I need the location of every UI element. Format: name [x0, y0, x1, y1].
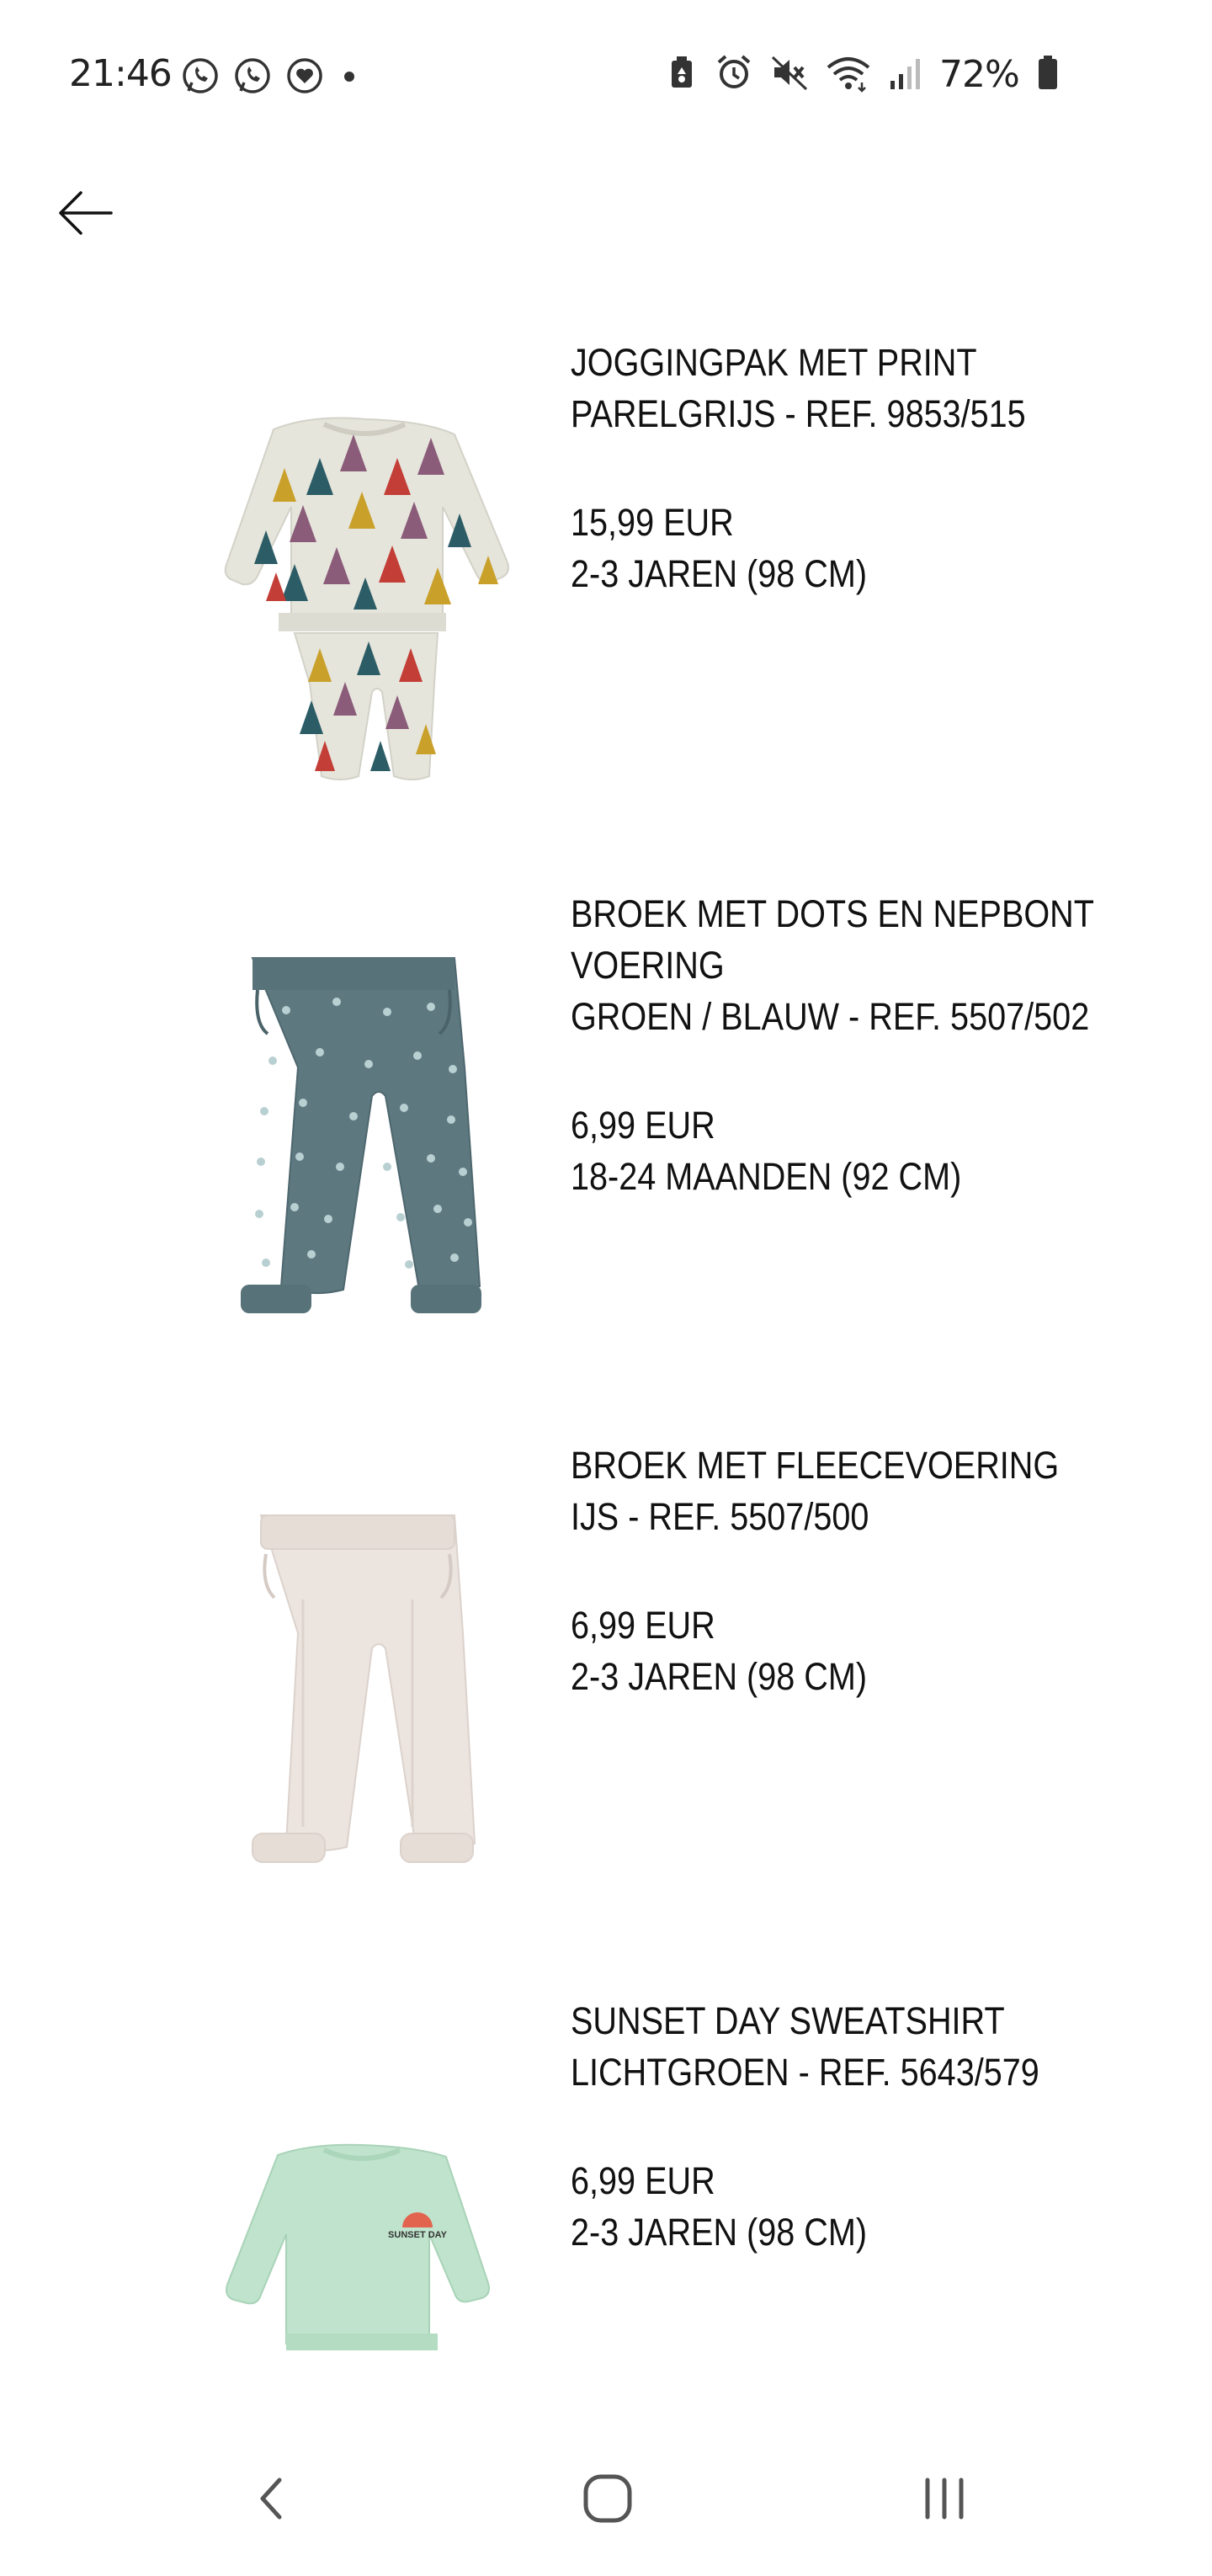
product-price: 6,99 EUR: [571, 2159, 715, 2202]
product-name: SUNSET DAY SWEATSHIRT: [571, 1999, 1005, 2042]
battery-icon: [1034, 52, 1061, 97]
product-size: 2-3 JAREN (98 CM): [571, 552, 868, 595]
sweatshirt-print-text: SUNSET DAY: [388, 2230, 447, 2240]
dot-icon: [337, 56, 362, 100]
nav-back-icon: [254, 2473, 288, 2528]
status-time: 21:46: [69, 52, 172, 95]
battery-percent: 72%: [939, 53, 1019, 96]
notification-icons: [180, 56, 362, 100]
product-info[interactable]: [571, 337, 1089, 599]
product-color-ref: PARELGRIJS - REF. 9853/515: [571, 392, 1026, 435]
nav-recents-icon: [919, 2473, 970, 2528]
product-item[interactable]: [0, 888, 1212, 1427]
product-name: BROEK MET DOTS EN NEPBONT: [571, 892, 1094, 935]
product-image-ice-pants[interactable]: [185, 1507, 539, 1945]
product-color-ref: GROEN / BLAUW - REF. 5507/502: [571, 995, 1090, 1038]
product-item[interactable]: [0, 1440, 1212, 1978]
product-name-line2: VOERING: [571, 944, 725, 987]
product-size: 18-24 MAANDEN (92 CM): [571, 1155, 962, 1198]
status-bar: [0, 0, 1212, 152]
product-info[interactable]: [571, 888, 1094, 1202]
arrow-left-icon: [56, 188, 114, 242]
product-image-tracksuit[interactable]: [185, 404, 539, 842]
nav-back-button[interactable]: [221, 2458, 322, 2542]
product-price: 6,99 EUR: [571, 1104, 715, 1147]
back-button[interactable]: [47, 177, 123, 253]
whatsapp-icon: [232, 56, 273, 100]
product-price: 6,99 EUR: [571, 1604, 715, 1647]
product-color-ref: IJS - REF. 5507/500: [571, 1495, 869, 1538]
product-price: 15,99 EUR: [571, 501, 734, 544]
product-color-ref: LICHTGROEN - REF. 5643/579: [571, 2051, 1039, 2094]
alarm-icon: [714, 52, 754, 97]
system-status-icons: [665, 52, 1061, 97]
product-info[interactable]: [571, 1995, 1089, 2258]
product-name: JOGGINGPAK MET PRINT: [571, 341, 977, 384]
wifi-icon: [825, 52, 872, 97]
battery-saver-icon: [665, 52, 699, 97]
product-size: 2-3 JAREN (98 CM): [571, 1655, 868, 1698]
product-info[interactable]: [571, 1440, 1089, 1702]
heart-message-icon: [284, 56, 325, 100]
nav-recents-button[interactable]: [894, 2458, 995, 2542]
mute-icon: [769, 52, 810, 97]
nav-home-button[interactable]: [557, 2458, 658, 2542]
product-size: 2-3 JAREN (98 CM): [571, 2211, 868, 2254]
whatsapp-icon: [180, 56, 221, 100]
product-name: BROEK MET FLEECEVOERING: [571, 1444, 1060, 1487]
nav-home-icon: [581, 2472, 635, 2530]
signal-icon: [887, 52, 924, 97]
product-item[interactable]: [0, 337, 1212, 876]
product-image-green-blue-pants[interactable]: [185, 951, 539, 1389]
system-nav-bar: [0, 2441, 1212, 2559]
